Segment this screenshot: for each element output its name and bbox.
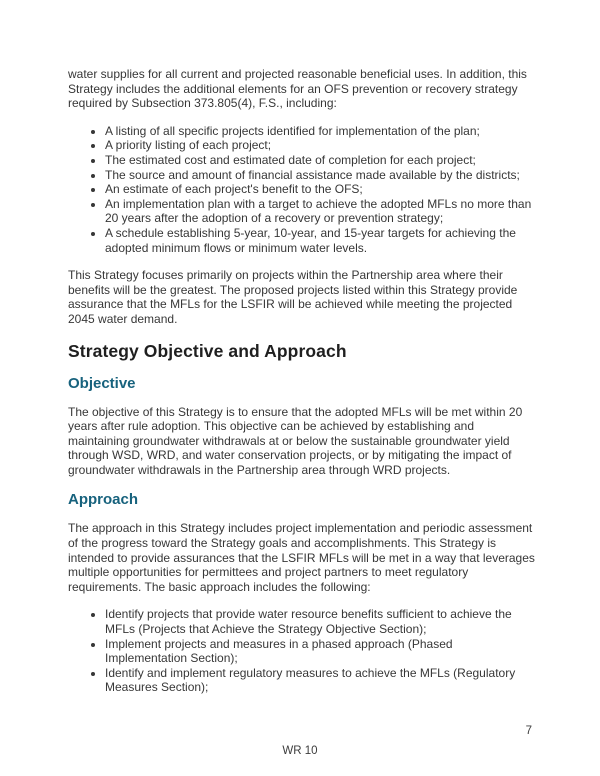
objective-heading: Objective	[68, 374, 136, 392]
footer-doc-code: WR 10	[282, 745, 318, 757]
list-item: • The estimated cost and estimated date of completion for each project;	[105, 153, 535, 168]
list-item: • A listing of all specific projects identified for implementation of the plan;	[105, 124, 535, 139]
list-item: • An implementation plan with a target to achieve the adopted MFLs no more than 20 years after the adoption of a recovery or prevention strategy;	[105, 197, 535, 226]
section-heading: Strategy Objective and Approach	[68, 340, 347, 361]
approach-paragraph: The approach in this Strategy includes project implementation and periodic assessment of the progress toward the Strategy goals and accomplishments. This Strategy is intended to provide assurances that the LSFIR MFLs will be met in a way that leverages multiple opportunities for permittees and project partners to meet regulatory requirements. The basic approach includes the following:	[68, 521, 535, 594]
intro-paragraph: water supplies for all current and projected reasonable beneficial uses. In addition, this Strategy includes the additional elements for an OFS prevention or recovery strategy required by Subsection 373.805(4), F.S., including:	[68, 67, 527, 111]
list-item: • An estimate of each project's benefit to the OFS;	[105, 182, 535, 197]
list-item: • A schedule establishing 5-year, 10-year, and 15-year targets for achieving the adopted minimum flows or minimum water levels.	[105, 226, 535, 255]
focus-paragraph: This Strategy focuses primarily on projects within the Partnership area where their benefits will be the greatest. The proposed projects listed within this Strategy provide assurance that the MFLs for the LSFIR will be achieved while meeting the projected 2045 water demand.	[68, 268, 518, 326]
list-item: • Identify and implement regulatory measures to achieve the MFLs (Regulatory Measures Section);	[105, 666, 535, 695]
list-item: • The source and amount of financial assistance made available by the districts;	[105, 168, 535, 183]
page-number: 7	[525, 725, 532, 737]
approach-steps-list	[68, 607, 535, 695]
list-item: • A priority listing of each project;	[105, 138, 535, 153]
list-item: • Identify projects that provide water resource benefits sufficient to achieve the MFLs (Projects that Achieve the Strategy Objective Section);	[105, 607, 535, 636]
ofs-elements-list	[68, 124, 535, 255]
objective-paragraph: The objective of this Strategy is to ensure that the adopted MFLs will be met within 20 years after rule adoption. This objective can be achieved by establishing and maintaining groundwater withdrawals at or below the sustainable groundwater yield through WSD, WRD, and water conservation projects, or by mitigating the impact of groundwater withdrawals in the Partnership area through WRD projects.	[68, 404, 523, 477]
list-item: • Implement projects and measures in a phased approach (Phased Implementation Section);	[105, 637, 535, 666]
document-body	[68, 67, 535, 708]
approach-heading: Approach	[68, 491, 139, 509]
